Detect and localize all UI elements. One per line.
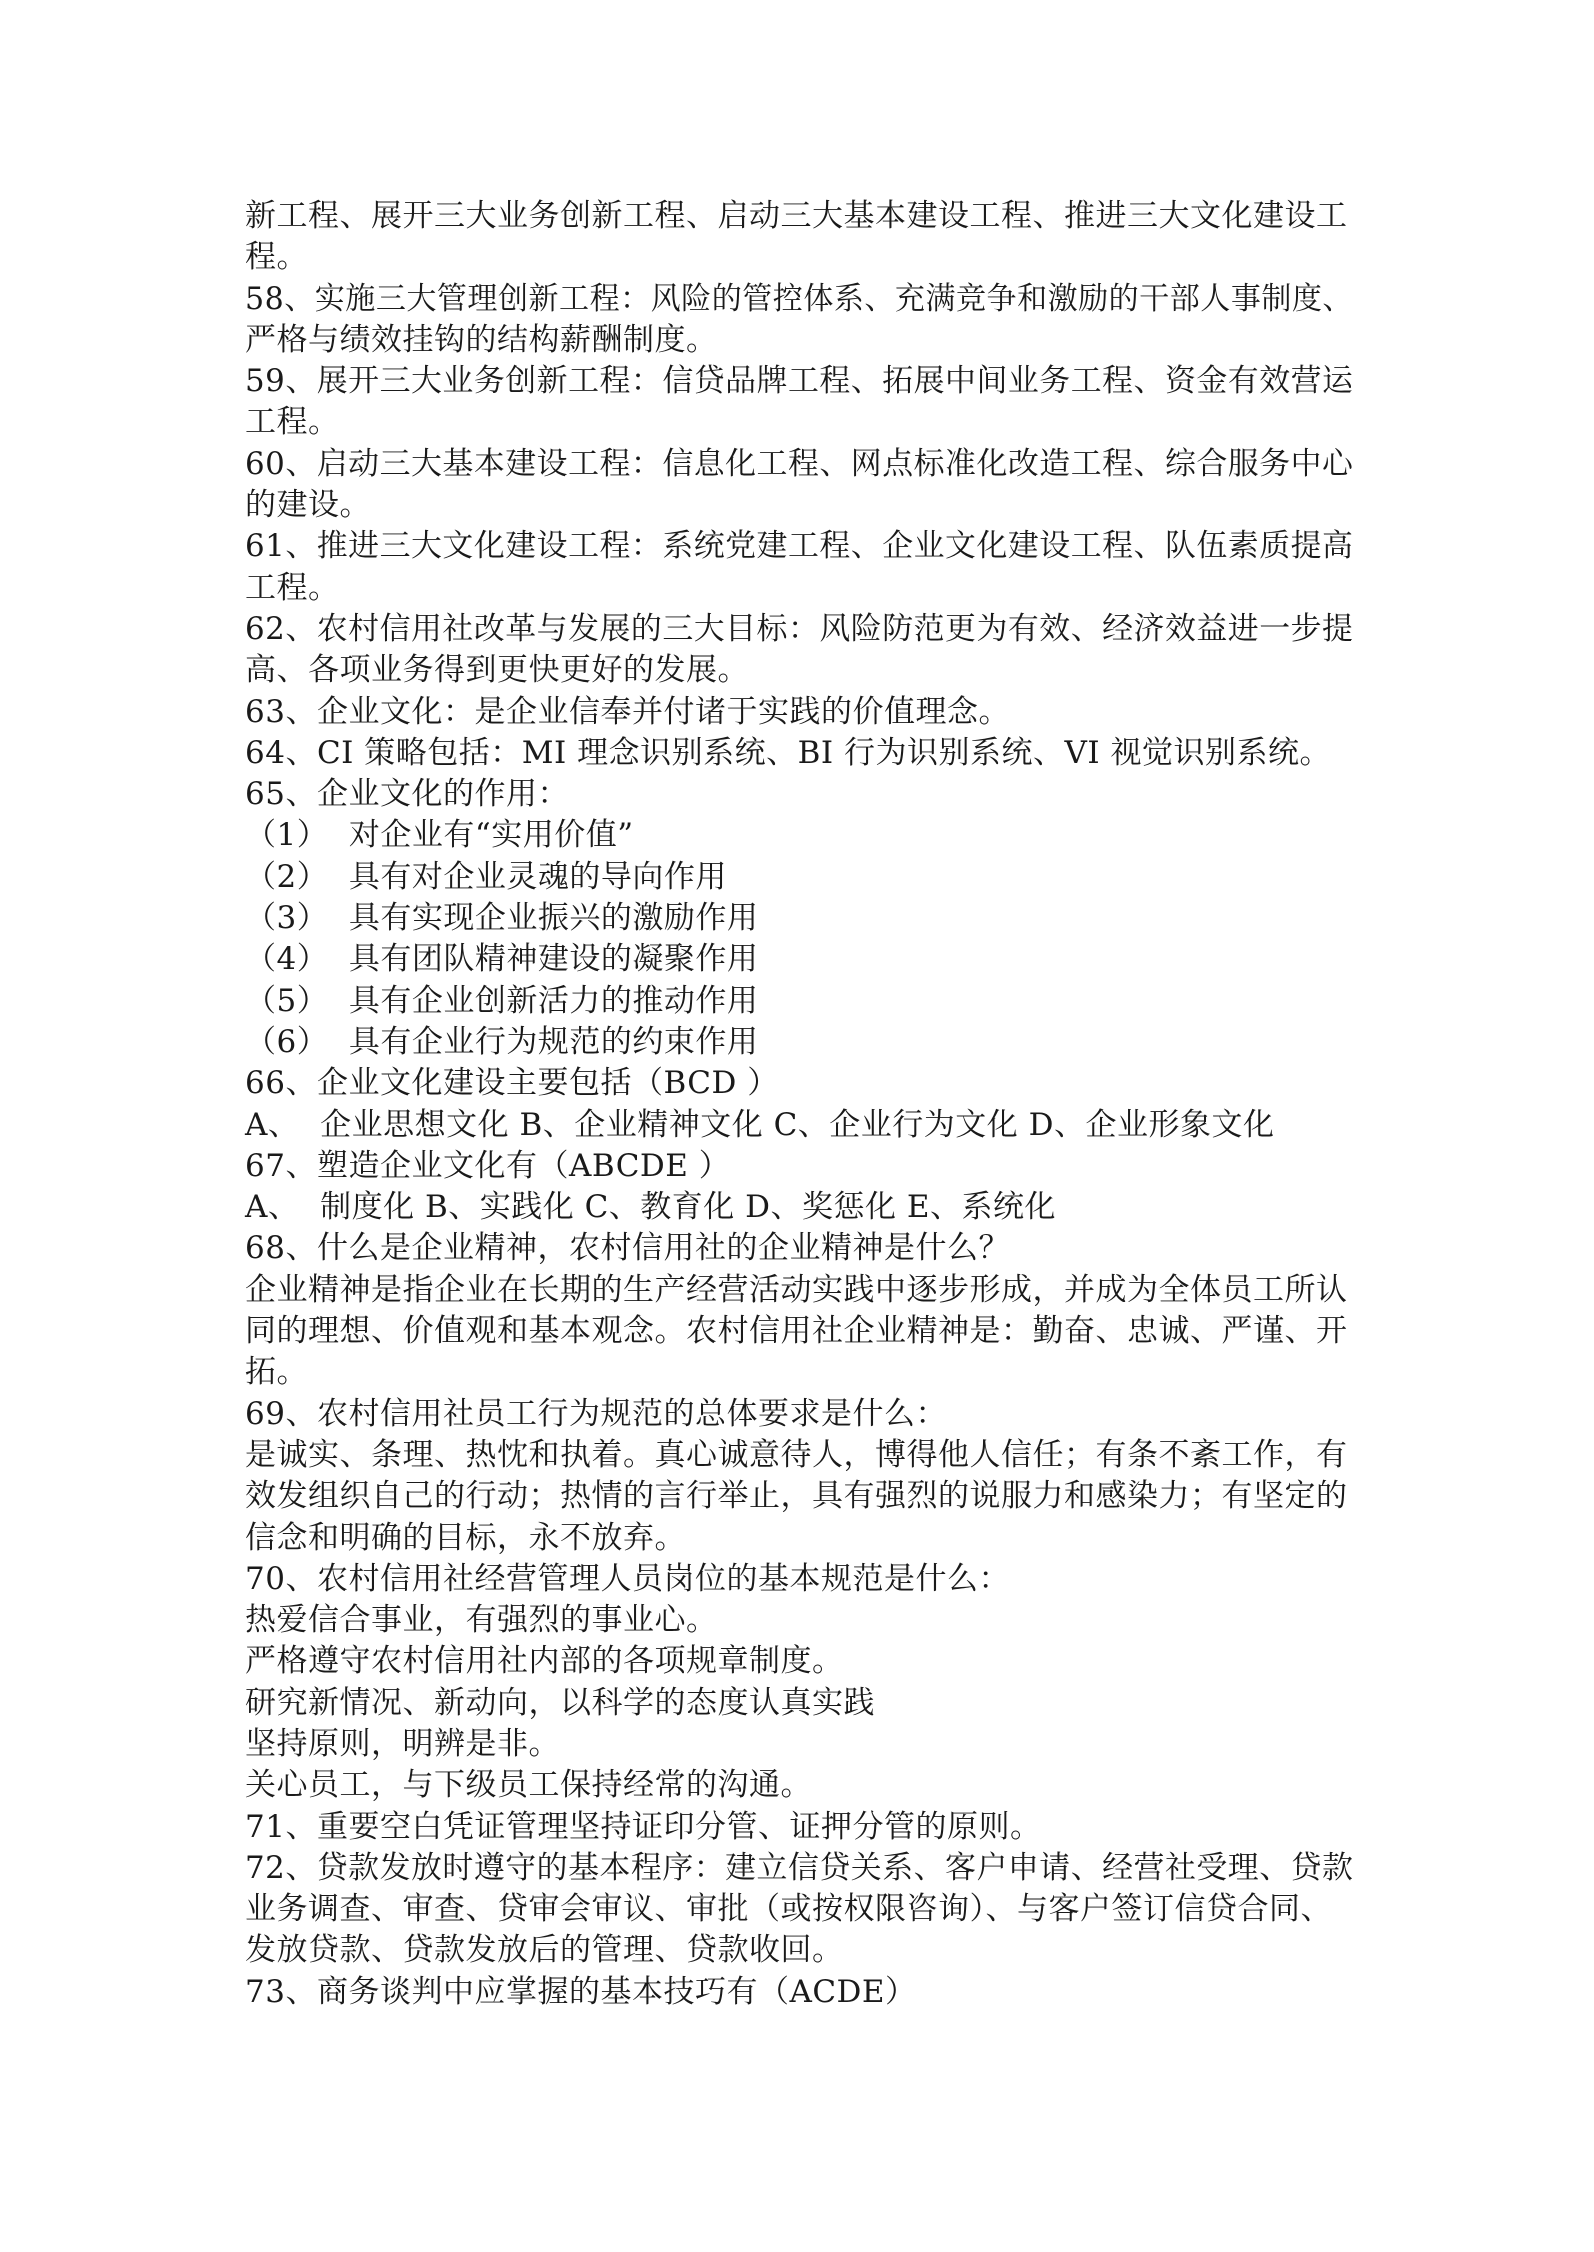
- text-line: （3） 具有实现企业振兴的激励作用: [245, 900, 759, 937]
- text-line: 发放贷款、贷款发放后的管理、贷款收回。: [245, 1932, 844, 1969]
- text-line: 71、重要空白凭证管理坚持证印分管、证押分管的原则。: [245, 1808, 1042, 1845]
- document-body: [245, 196, 1353, 2013]
- text-line: 69、农村信用社员工行为规范的总体要求是什么：: [245, 1395, 947, 1432]
- text-line: 59、展开三大业务创新工程：信贷品牌工程、拓展中间业务工程、资金有效营运: [245, 363, 1354, 400]
- text-line: 新工程、展开三大业务创新工程、启动三大基本建设工程、推进三大文化建设工: [245, 198, 1348, 234]
- text-line: A、 企业思想文化 B、企业精神文化 C、企业行为文化 D、企业形象文化: [245, 1106, 1275, 1143]
- text-line: 72、贷款发放时遵守的基本程序：建立信贷关系、客户申请、经营社受理、贷款: [245, 1849, 1354, 1886]
- text-line: （2） 具有对企业灵魂的导向作用: [245, 858, 727, 895]
- text-line: 严格遵守农村信用社内部的各项规章制度。: [245, 1643, 844, 1680]
- text-line: 效发组织自己的行动；热情的言行举止，具有强烈的说服力和感染力；有坚定的: [245, 1478, 1348, 1515]
- text-line: 的建设。: [245, 487, 371, 524]
- text-line: 关心员工，与下级员工保持经常的沟通。: [245, 1767, 812, 1804]
- text-line: （6） 具有企业行为规范的约束作用: [245, 1023, 759, 1060]
- text-line: 64、CI 策略包括：MI 理念识别系统、BI 行为识别系统、VI 视觉识别系统。: [245, 734, 1331, 771]
- text-line: 65、企业文化的作用：: [245, 776, 569, 813]
- text-line: 严格与绩效挂钩的结构薪酬制度。: [245, 321, 718, 358]
- text-line: （5） 具有企业创新活力的推动作用: [245, 982, 759, 1019]
- text-line: 67、塑造企业文化有（ABCDE ）: [245, 1147, 731, 1184]
- text-line: 61、推进三大文化建设工程：系统党建工程、企业文化建设工程、队伍素质提高: [245, 528, 1354, 565]
- text-line: （4） 具有团队精神建设的凝聚作用: [245, 941, 759, 978]
- text-line: 研究新情况、新动向，以科学的态度认真实践: [245, 1684, 875, 1721]
- text-line: 60、启动三大基本建设工程：信息化工程、网点标准化改造工程、综合服务中心: [245, 445, 1354, 482]
- text-line: 高、各项业务得到更快更好的发展。: [245, 652, 749, 689]
- text-line: 业务调查、审查、贷审会审议、审批（或按权限咨询）、与客户签订信贷合同、: [245, 1891, 1332, 1928]
- text-line: 工程。: [245, 569, 340, 606]
- text-line: 66、企业文化建设主要包括（BCD ）: [245, 1065, 779, 1102]
- text-line: 坚持原则，明辨是非。: [245, 1725, 560, 1762]
- text-line: 62、农村信用社改革与发展的三大目标：风险防范更为有效、经济效益进一步提: [245, 610, 1354, 647]
- text-line: 信念和明确的目标，永不放弃。: [245, 1519, 686, 1556]
- text-line: 70、农村信用社经营管理人员岗位的基本规范是什么：: [245, 1560, 1010, 1597]
- text-line: 58、实施三大管理创新工程：风险的管控体系、充满竞争和激励的干部人事制度、: [245, 280, 1353, 317]
- text-line: 是诚实、条理、热忱和执着。真心诚意待人，博得他人信任；有条不紊工作，有: [245, 1436, 1348, 1473]
- text-line: 68、什么是企业精神，农村信用社的企业精神是什么？: [245, 1230, 1010, 1267]
- text-line: 63、企业文化：是企业信奉并付诸于实践的价值理念。: [245, 693, 1010, 730]
- text-line: 73、商务谈判中应掌握的基本技巧有（ACDE）: [245, 1973, 917, 2010]
- text-line: A、 制度化 B、实践化 C、教育化 D、奖惩化 E、系统化: [245, 1189, 1056, 1226]
- text-line: 工程。: [245, 404, 340, 441]
- text-line: 程。: [245, 239, 308, 276]
- text-line: 热爱信合事业，有强烈的事业心。: [245, 1602, 718, 1639]
- text-line: 拓。: [245, 1354, 308, 1391]
- text-line: 同的理想、价值观和基本观念。农村信用社企业精神是：勤奋、忠诚、严谨、开: [245, 1313, 1348, 1350]
- text-line: 企业精神是指企业在长期的生产经营活动实践中逐步形成，并成为全体员工所认: [245, 1271, 1348, 1308]
- text-line: （1） 对企业有“实用价值”: [245, 817, 634, 854]
